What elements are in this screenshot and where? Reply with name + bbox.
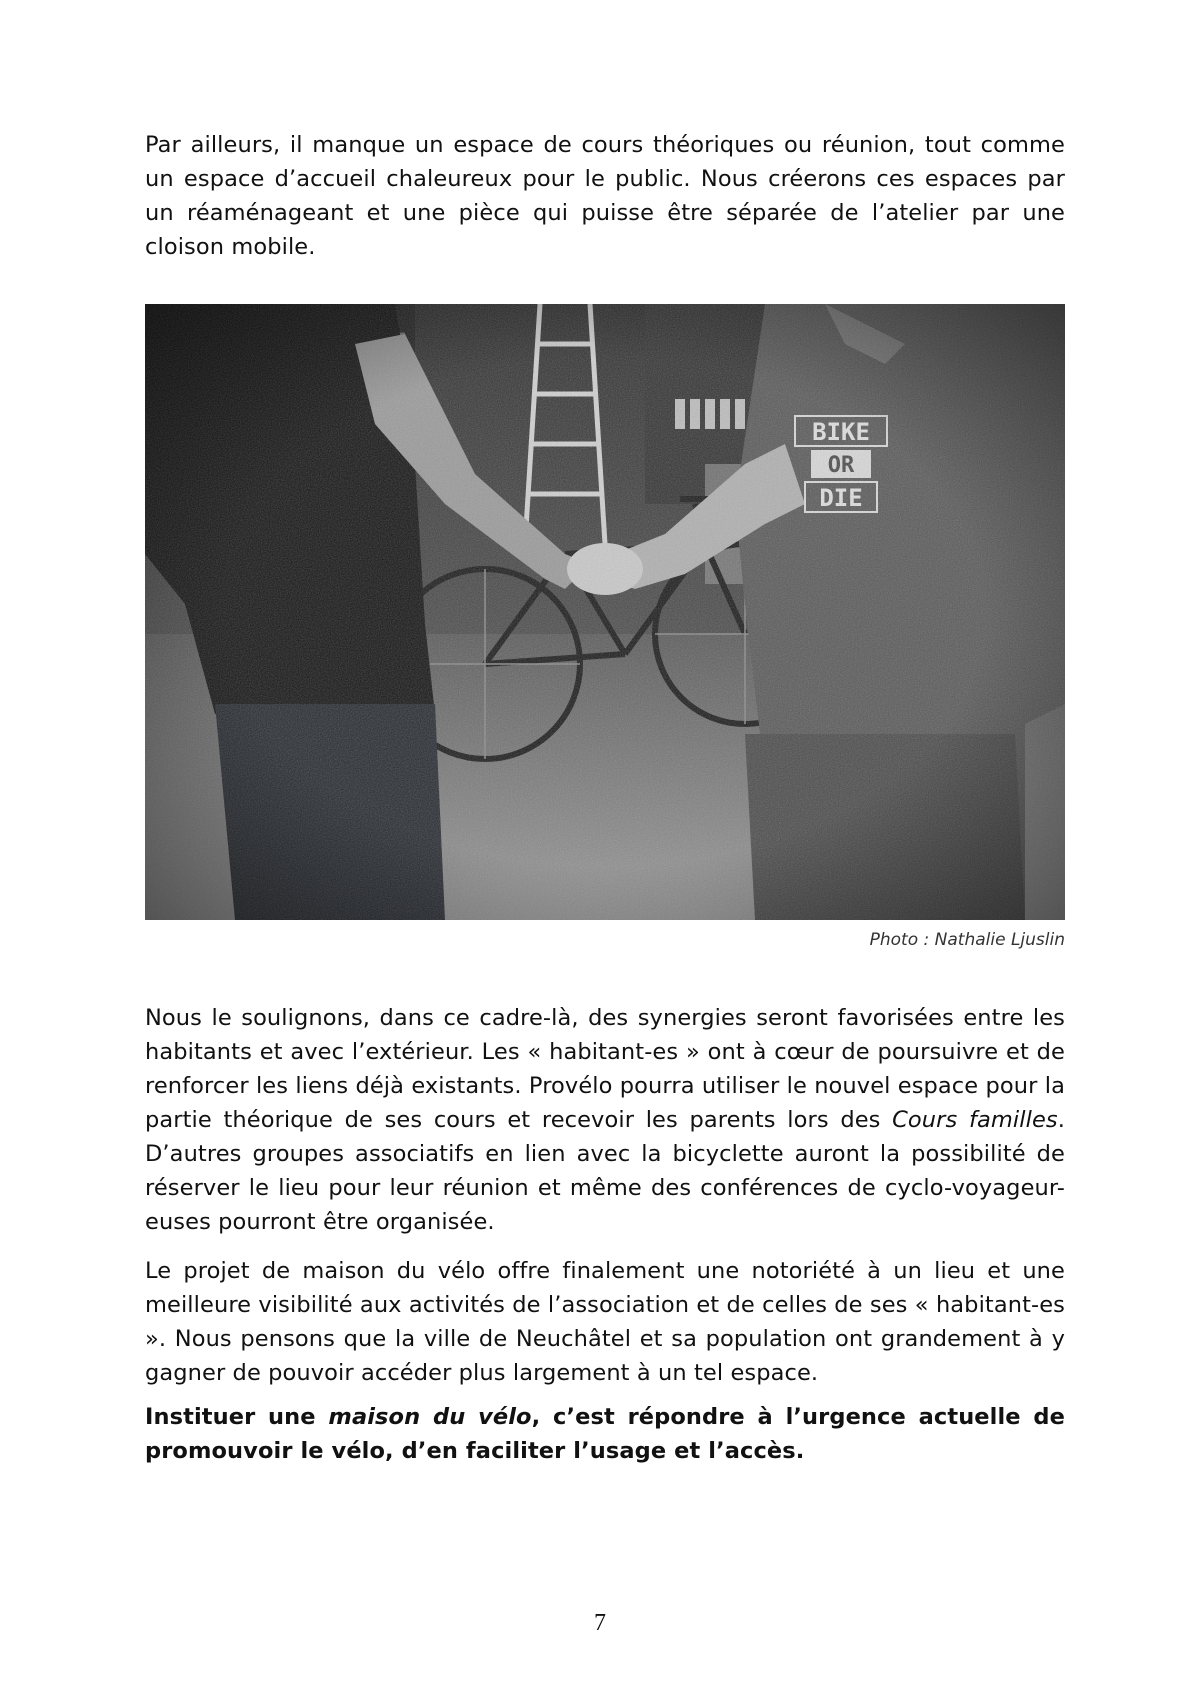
paragraph-conclusion-text-2: , c’est répondre à l’urgence actuelle de promouvoir le vélo, d’en faciliter l’usage et l’accès. — [145, 1404, 1065, 1464]
paragraph-intro-text: Par ailleurs, il manque un espace de cours théoriques ou réunion, tout comme un espace d’accueil chaleureux pour le public. Nous créerons ces espaces par un réaménageant et une pièce qui puisse être séparée de l’atelier par une cloison mobile. — [145, 132, 1065, 260]
paragraph-conclusion-emphasis: maison du vélo — [328, 1404, 532, 1430]
paragraph-visibility-text: Le projet de maison du vélo offre finalement une notoriété à un lieu et une meilleure visibilité aux activités de l’association et de celles de ses « habitant-es ». Nous pensons que la ville de Neuchâtel et sa population ont grandement à y gagner de pouvoir accéder plus largement à un tel espace. — [145, 1258, 1065, 1386]
paragraph-conclusion-text-1: Instituer une — [145, 1404, 329, 1430]
paragraph-synergies-text-2: . D’autres groupes associatifs en lien avec la bicyclette auront la possibilité de réserver le lieu pour leur réunion et même des conférences de cyclo-voyageur-euses pourront être organisée. — [145, 1107, 1065, 1235]
photo-caption: Photo : Nathalie Ljuslin — [869, 930, 1065, 950]
handshake-photo — [145, 304, 1065, 920]
paragraph-intro — [145, 128, 1065, 264]
paragraph-synergies-emphasis: Cours familles — [892, 1107, 1058, 1133]
paragraph-visibility — [145, 1254, 1065, 1390]
paragraph-conclusion — [145, 1400, 1065, 1468]
handshake-photo-graphic — [145, 304, 1065, 920]
paragraph-synergies-text-1: Nous le soulignons, dans ce cadre-là, des synergies seront favorisées entre les habitants et avec l’extérieur. Les « habitant-es » ont à cœur de poursuivre et de renforcer les liens déjà existants. Provélo pourra utiliser le nouvel espace pour la partie théorique de ses cours et recevoir les parents lors des — [145, 1005, 1065, 1133]
paragraph-synergies — [145, 1001, 1065, 1239]
page-number: 7 — [594, 1610, 606, 1636]
